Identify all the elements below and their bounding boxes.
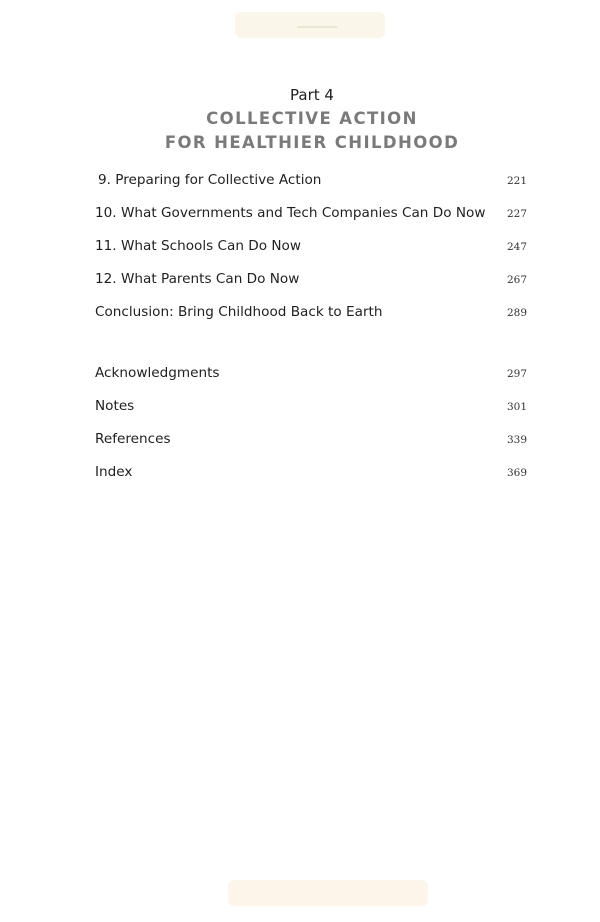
toc-entry-title: Index: [95, 464, 133, 480]
toc-entry-acknowledgments: [95, 365, 527, 385]
page-smudge-bottom: [228, 880, 428, 906]
toc-entry-title: 12. What Parents Can Do Now: [95, 271, 300, 287]
toc-entry-page: 267: [506, 274, 527, 286]
toc-entry-title: References: [95, 431, 171, 447]
toc-entry-title: 9. Preparing for Collective Action: [98, 172, 322, 188]
part-title-line-2: FOR HEALTHIER CHILDHOOD: [164, 133, 460, 152]
toc-entry-notes: [95, 398, 527, 418]
toc-entry-references: [95, 431, 527, 451]
toc-entry-title: 11. What Schools Can Do Now: [95, 238, 301, 254]
toc-entry-page: 247: [506, 241, 527, 253]
page-smudge-top: [235, 12, 385, 38]
toc-entry-page: 297: [506, 368, 527, 380]
toc-entry-page: 227: [506, 208, 527, 220]
toc-entry-page: 289: [506, 307, 527, 319]
toc-entry-chapter-11: [95, 238, 527, 258]
toc-entry-title: 10. What Governments and Tech Companies Can Do Now: [95, 205, 486, 221]
toc-entry-page: 369: [506, 467, 527, 479]
part-title-line-1: COLLECTIVE ACTION: [206, 109, 418, 128]
toc-entry-conclusion: [95, 304, 527, 324]
toc-entry-chapter-9: [95, 172, 527, 192]
toc-entry-title: Conclusion: Bring Childhood Back to Earth: [95, 304, 383, 320]
toc-entry-chapter-12: [95, 271, 527, 291]
toc-entry-title: Notes: [95, 398, 135, 414]
toc-entry-chapter-10: [95, 205, 527, 225]
toc-entry-page: 221: [506, 175, 527, 187]
part-label: Part 4: [290, 86, 334, 104]
toc-entry-page: 301: [506, 401, 527, 413]
toc-entry-index: [95, 464, 527, 484]
toc-entry-page: 339: [506, 434, 527, 446]
toc-entry-title: Acknowledgments: [95, 365, 220, 381]
